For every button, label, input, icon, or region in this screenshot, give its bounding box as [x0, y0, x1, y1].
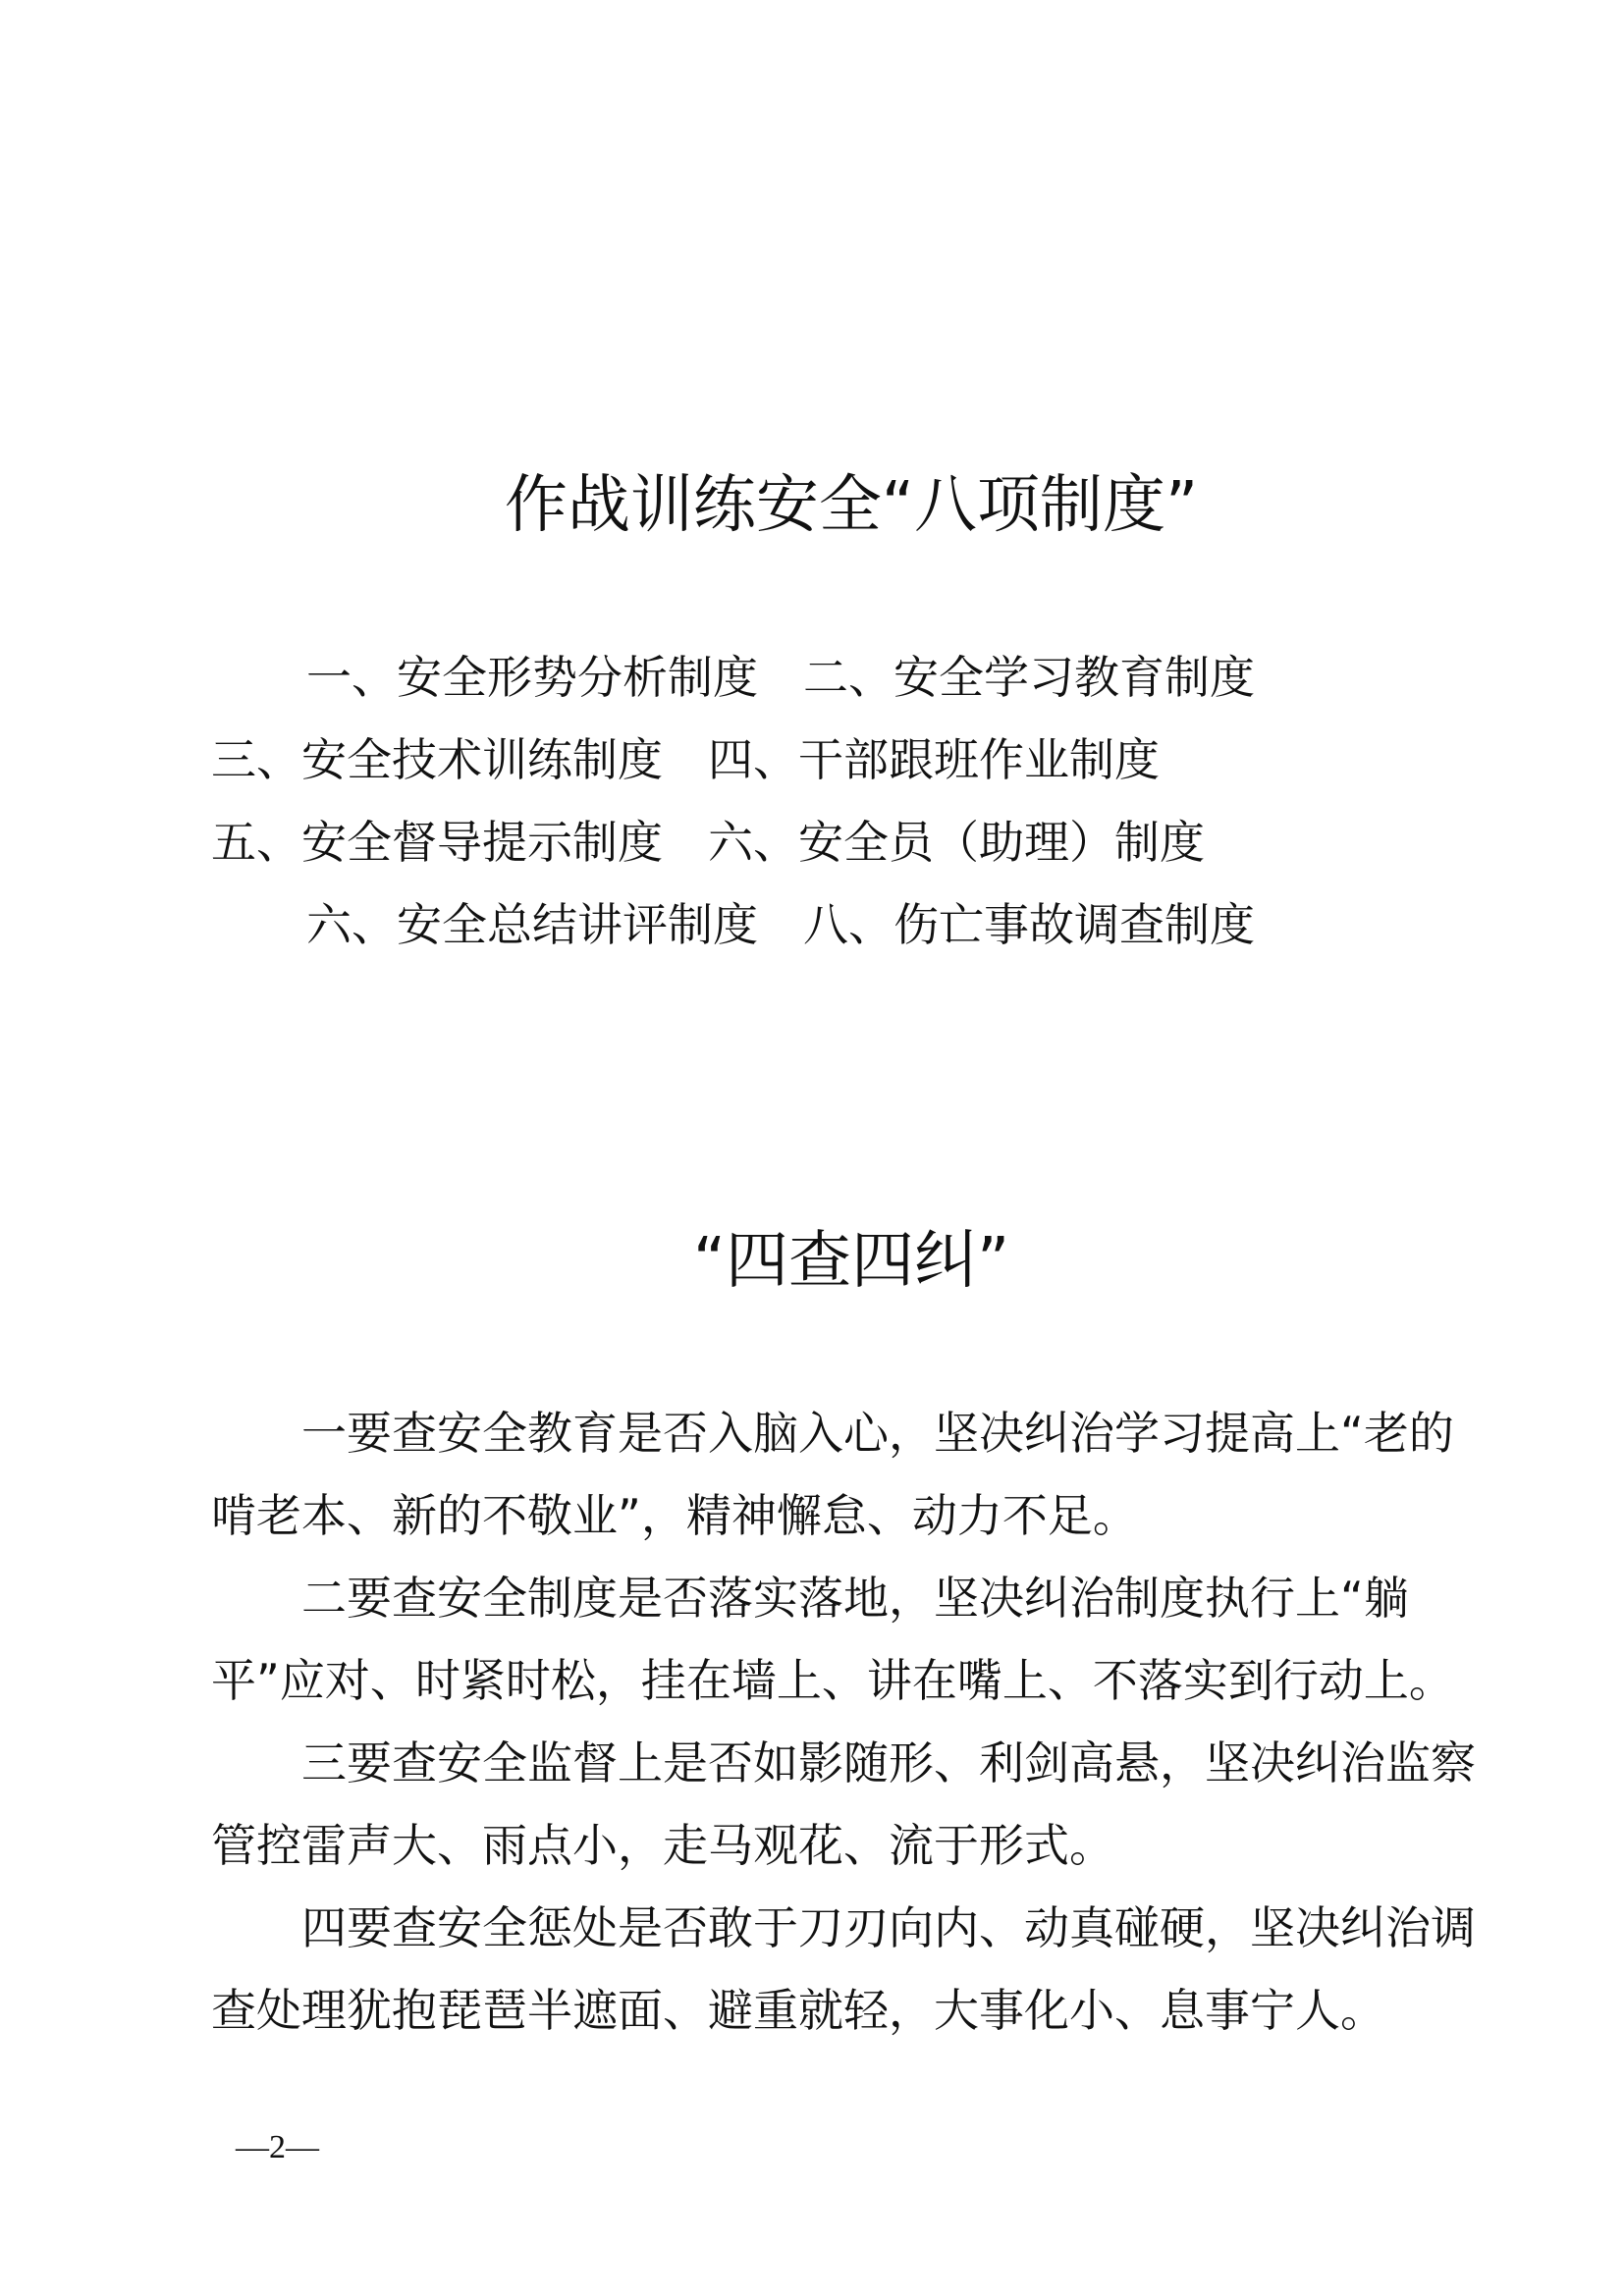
paragraph-line: 四要查安全惩处是否敢于刀刃向内、动真碰硬，坚决纠治调 [301, 1901, 1476, 1954]
paragraph-3 [211, 1722, 1476, 1887]
paragraph-4 [211, 1887, 1476, 2052]
paragraph-2 [211, 1557, 1454, 1722]
rules-row-2 [211, 730, 1160, 789]
section2-title: “四查四纠” [692, 1225, 1010, 1298]
paragraph-line: 啃老本、新的不敬业”，精神懈怠、动力不足。 [211, 1489, 1138, 1542]
rule-item: 八、伤亡事故调查制度 [803, 898, 1255, 951]
rule-item: 六、安全员（助理）制度 [708, 816, 1205, 869]
rule-item: 五、安全督导提示制度 [211, 816, 663, 869]
paragraph-line: 二要查安全制度是否落实落地，坚决纠治制度执行上“躺 [301, 1572, 1409, 1625]
paragraph-line: 一要查安全教育是否入脑入心，坚决纠治学习提高上“老的 [301, 1407, 1454, 1460]
paragraph-line: 查处理犹抱琵琶半遮面、避重就轻，大事化小、息事宁人。 [211, 1984, 1385, 2037]
rules-row-1 [306, 648, 1255, 707]
paragraph-line: 三要查安全监督上是否如影随形、利剑高悬，坚决纠治监察 [301, 1736, 1476, 1789]
page-number: —2— [236, 2129, 319, 2165]
rule-item: 六、安全总结讲评制度 [306, 898, 758, 951]
section1-title: 作战训练安全“八项制度” [504, 469, 1199, 542]
rule-item: 二、安全学习教育制度 [803, 651, 1255, 704]
paragraph-line: 平”应对、时紧时松，挂在墙上、讲在嘴上、不落实到行动上。 [211, 1654, 1454, 1707]
paragraph-1 [211, 1392, 1454, 1557]
rules-row-4 [306, 895, 1255, 954]
rules-row-3 [211, 813, 1205, 872]
rule-item: 一、安全形势分析制度 [306, 651, 758, 704]
rule-item: 四、干部跟班作业制度 [708, 733, 1160, 786]
paragraph-line: 管控雷声大、雨点小，走马观花、流于形式。 [211, 1819, 1114, 1872]
rule-item: 三、安全技术训练制度 [211, 733, 663, 786]
